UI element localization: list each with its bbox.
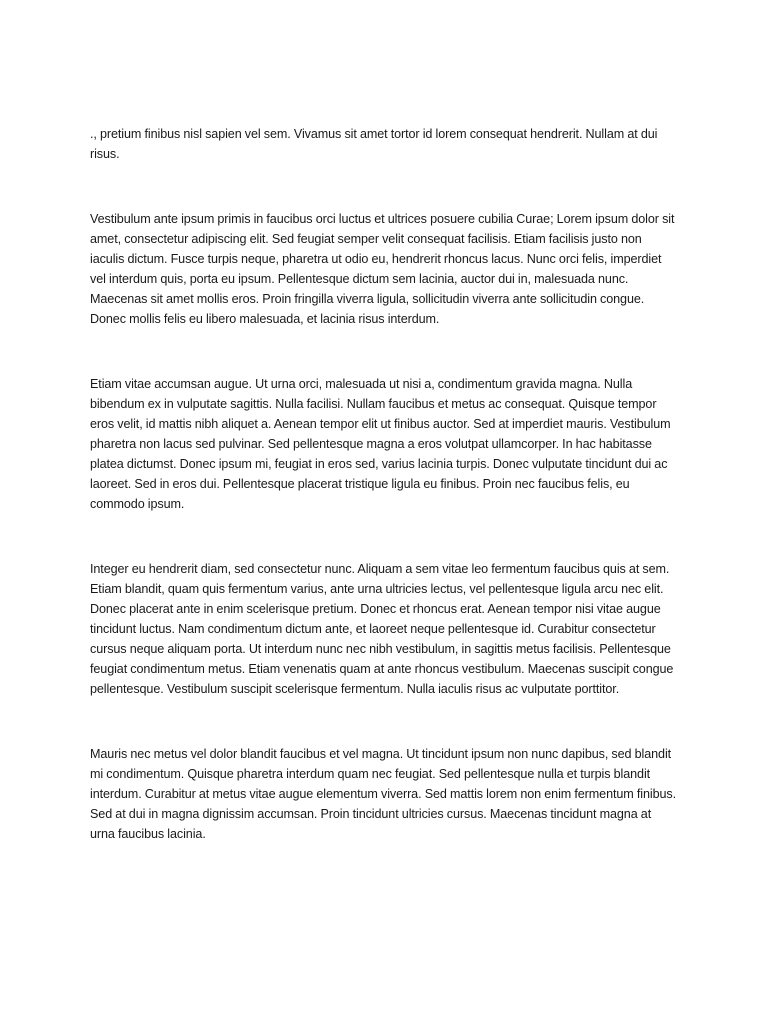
paragraph-2: Vestibulum ante ipsum primis in faucibus orci luctus et ultrices posuere cubilia Curae; Lorem ipsum dolor sit amet, consectetur adipiscing elit. Sed feugiat semper velit consequat facilisis. Etiam facilisis justo non iaculis dictum. Fusce turpis neque, pharetra ut odio eu, hendrerit rhoncus lacus. Nunc orci felis, imperdiet vel interdum quis, porta eu ipsum. Pellentesque dictum sem lacinia, auctor dui in, malesuada nunc. Maecenas sit amet mollis eros. Proin fringilla viverra ligula, sollicitudin viverra ante sollicitudin congue. Donec mollis felis eu libero malesuada, et lacinia risus interdum. <box>90 212 675 326</box>
paragraph-3: Etiam vitae accumsan augue. Ut urna orci, malesuada ut nisi a, condimentum gravida magna. Nulla bibendum ex in vulputate sagittis. Nulla facilisi. Nullam faucibus et metus ac consequat. Quisque tempor eros velit, id mattis nibh aliquet a. Aenean tempor elit ut finibus auctor. Sed at imperdiet mauris. Vestibulum pharetra non lacus sed pulvinar. Sed pellentesque magna a eros volutpat ullamcorper. In hac habitasse platea dictumst. Donec ipsum mi, feugiat in eros sed, varius lacinia turpis. Donec vulputate tincidunt dui ac laoreet. Sed in eros dui. Pellentesque placerat tristique ligula eu finibus. Proin nec faucibus felis, eu commodo ipsum. <box>90 377 671 511</box>
paragraph-4: Integer eu hendrerit diam, sed consectetur nunc. Aliquam a sem vitae leo fermentum faucibus quis at sem. Etiam blandit, quam quis fermentum varius, ante urna ultricies lectus, vel pellentesque ligula arcu nec elit. Donec placerat ante in enim scelerisque pretium. Donec et rhoncus erat. Aenean tempor nisi vitae augue tincidunt luctus. Nam condimentum dictum ante, et laoreet neque pellentesque id. Curabitur consectetur cursus neque aliquam porta. Ut interdum nunc nec nibh vestibulum, in sagittis metus facilisis. Pellentesque feugiat condimentum metus. Etiam venenatis quam at ante rhoncus vestibulum. Maecenas suscipit congue pellentesque. Vestibulum suscipit scelerisque fermentum. Nulla iaculis risus ac vulputate porttitor. <box>90 562 674 696</box>
paragraph-1: ., pretium finibus nisl sapien vel sem. Vivamus sit amet tortor id lorem consequat hendrerit. Nullam at dui risus. <box>90 127 658 161</box>
document-body <box>90 124 678 844</box>
paragraph-5: Mauris nec metus vel dolor blandit faucibus et vel magna. Ut tincidunt ipsum non nunc dapibus, sed blandit mi condimentum. Quisque pharetra interdum quam nec feugiat. Sed pellentesque nulla et turpis blandit interdum. Curabitur at metus vitae augue elementum viverra. Sed mattis lorem non enim fermentum finibus. Sed at dui in magna dignissim accumsan. Proin tincidunt ultricies cursus. Maecenas tincidunt magna at urna faucibus lacinia. <box>90 747 676 841</box>
